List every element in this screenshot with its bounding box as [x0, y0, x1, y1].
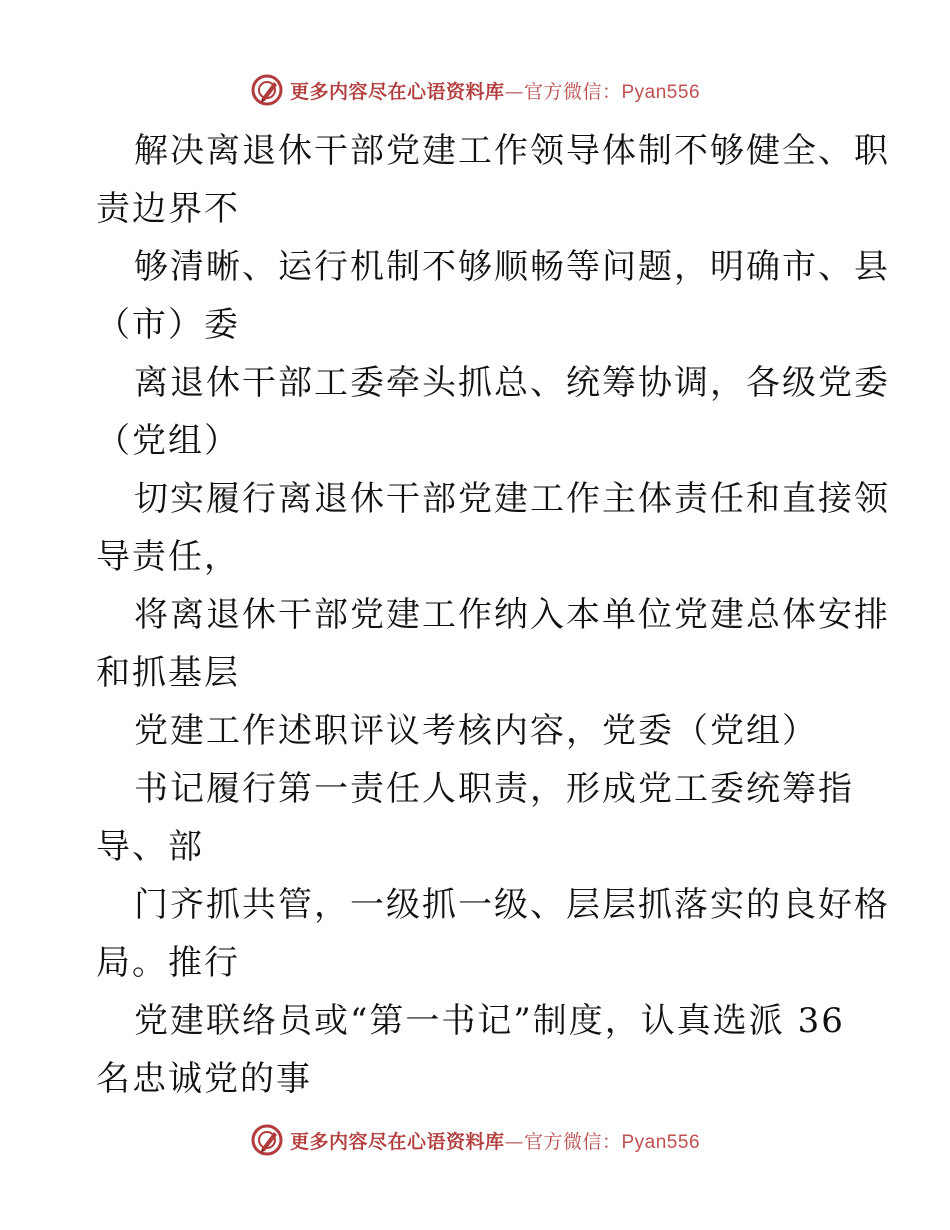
- body-line: 导、部: [96, 827, 204, 867]
- body-line: 够清晰、运行机制不够顺畅等问题，明确市、县: [134, 247, 890, 287]
- body-line: （党组）: [96, 421, 240, 461]
- footer-separator: —: [504, 1130, 524, 1153]
- body-line: 名忠诚党的事: [96, 1059, 312, 1099]
- body-line: 党建联络员或“第一书记”制度，认真选派 36: [134, 1001, 845, 1041]
- body-line: 解决离退休干部党建工作领导体制不够健全、职: [134, 131, 890, 171]
- body-line: 切实履行离退休干部党建工作主体责任和直接领: [134, 479, 890, 519]
- body-line: 导责任，: [96, 537, 240, 577]
- header-brand: 更多内容尽在心语资料库: [289, 80, 505, 103]
- body-line: 局。推行: [96, 943, 240, 983]
- body-line: 书记履行第一责任人职责，形成党工委统筹指: [134, 769, 854, 809]
- pen-circle-logo-icon: [250, 73, 284, 107]
- header-banner: [0, 70, 950, 110]
- footer-banner-text: [290, 1127, 700, 1154]
- header-separator: —: [504, 80, 524, 103]
- header-banner-text: [290, 77, 700, 104]
- body-line: 门齐抓共管，一级抓一级、层层抓落实的良好格: [134, 885, 890, 925]
- body-line: （市）委: [96, 305, 240, 345]
- footer-banner: [0, 1120, 950, 1160]
- header-label: 官方微信：: [523, 80, 622, 103]
- body-line: 党建工作述职评议考核内容，党委（党组）: [134, 711, 818, 751]
- body-line: 将离退休干部党建工作纳入本单位党建总体安排: [134, 595, 890, 635]
- pen-circle-logo-icon: [250, 1123, 284, 1157]
- footer-wechat-id: Pyan556: [621, 1131, 701, 1153]
- header-wechat-id: Pyan556: [621, 81, 701, 103]
- body-line: 和抓基层: [96, 653, 240, 693]
- document-body: [96, 122, 890, 1108]
- footer-brand: 更多内容尽在心语资料库: [289, 1130, 505, 1153]
- body-line: 离退休干部工委牵头抓总、统筹协调，各级党委: [134, 363, 890, 403]
- footer-label: 官方微信：: [523, 1130, 622, 1153]
- body-line: 责边界不: [96, 189, 240, 229]
